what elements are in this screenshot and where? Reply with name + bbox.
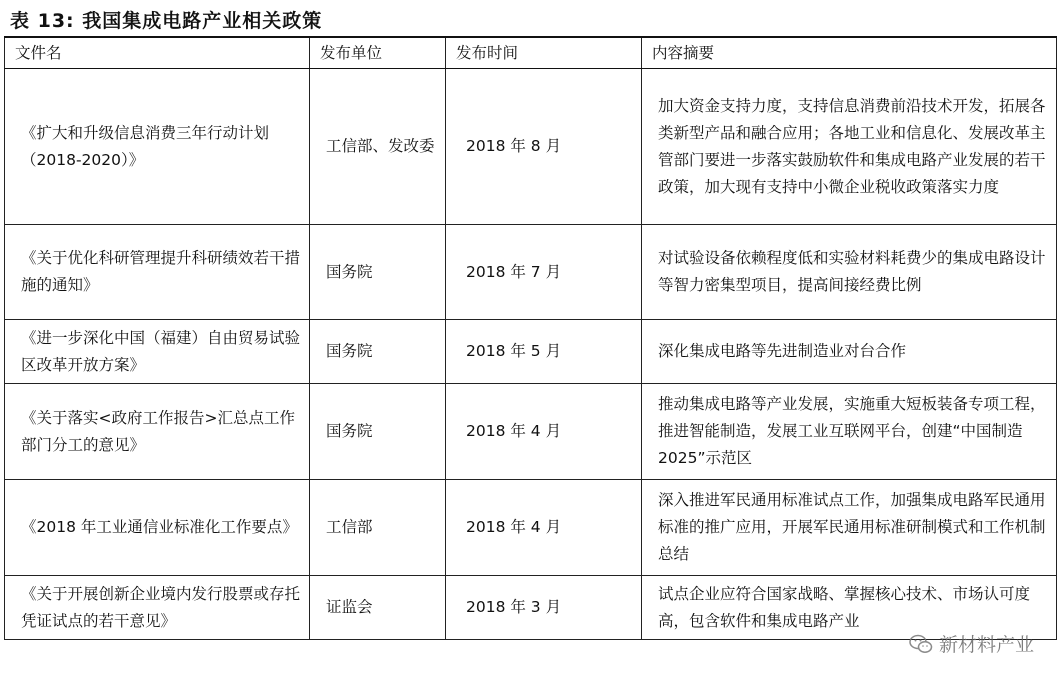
watermark: [909, 630, 1034, 657]
cell-file-name: 《进一步深化中国（福建）自由贸易试验区改革开放方案》: [5, 320, 310, 384]
cell-issuer: 证监会: [310, 576, 446, 640]
table-row: [5, 320, 1057, 384]
cell-date: 2018 年 4 月: [446, 480, 642, 576]
cell-issuer: 国务院: [310, 384, 446, 480]
table-row: [5, 225, 1057, 320]
cell-date: 2018 年 4 月: [446, 384, 642, 480]
cell-summary: 试点企业应符合国家战略、掌握核心技术、市场认可度高，包含软件和集成电路产业: [642, 576, 1057, 640]
header-summary: 内容摘要: [642, 37, 1057, 69]
cell-issuer: 工信部、发改委: [310, 69, 446, 225]
header-file-name: 文件名: [5, 37, 310, 69]
cell-summary: 深化集成电路等先进制造业对台合作: [642, 320, 1057, 384]
cell-file-name: 《关于落实<政府工作报告>汇总点工作部门分工的意见》: [5, 384, 310, 480]
header-row: [5, 37, 1057, 69]
cell-file-name: 《扩大和升级信息消费三年行动计划（2018-2020）》: [5, 69, 310, 225]
cell-date: 2018 年 3 月: [446, 576, 642, 640]
cell-file-name: 《关于优化科研管理提升科研绩效若干措施的通知》: [5, 225, 310, 320]
cell-file-name: 《关于开展创新企业境内发行股票或存托凭证试点的若干意见》: [5, 576, 310, 640]
header-date: 发布时间: [446, 37, 642, 69]
table-row: [5, 576, 1057, 640]
table-title: 表 13: 我国集成电路产业相关政策: [10, 10, 323, 32]
table-row: [5, 69, 1057, 225]
cell-summary: 对试验设备依赖程度低和实验材料耗费少的集成电路设计等智力密集型项目，提高间接经费比例: [642, 225, 1057, 320]
cell-date: 2018 年 7 月: [446, 225, 642, 320]
cell-file-name: 《2018 年工业通信业标准化工作要点》: [5, 480, 310, 576]
cell-date: 2018 年 8 月: [446, 69, 642, 225]
wechat-icon: [909, 632, 933, 656]
header-issuer: 发布单位: [310, 37, 446, 69]
cell-issuer: 国务院: [310, 320, 446, 384]
table-row: [5, 384, 1057, 480]
cell-summary: 加大资金支持力度，支持信息消费前沿技术开发，拓展各类新型产品和融合应用；各地工业和信息化、发展改革主管部门要进一步落实鼓励软件和集成电路产业发展的若干政策，加大现有支持中小微企业税收政策落实力度: [642, 69, 1057, 225]
cell-summary: 推动集成电路等产业发展，实施重大短板装备专项工程，推进智能制造，发展工业互联网平台，创建“中国制造 2025”示范区: [642, 384, 1057, 480]
watermark-text: 新材料产业: [938, 634, 1034, 656]
cell-issuer: 工信部: [310, 480, 446, 576]
cell-date: 2018 年 5 月: [446, 320, 642, 384]
table-row: [5, 480, 1057, 576]
cell-issuer: 国务院: [310, 225, 446, 320]
policy-table: [4, 36, 1057, 640]
cell-summary: 深入推进军民通用标准试点工作，加强集成电路军民通用标准的推广应用，开展军民通用标准研制模式和工作机制总结: [642, 480, 1057, 576]
